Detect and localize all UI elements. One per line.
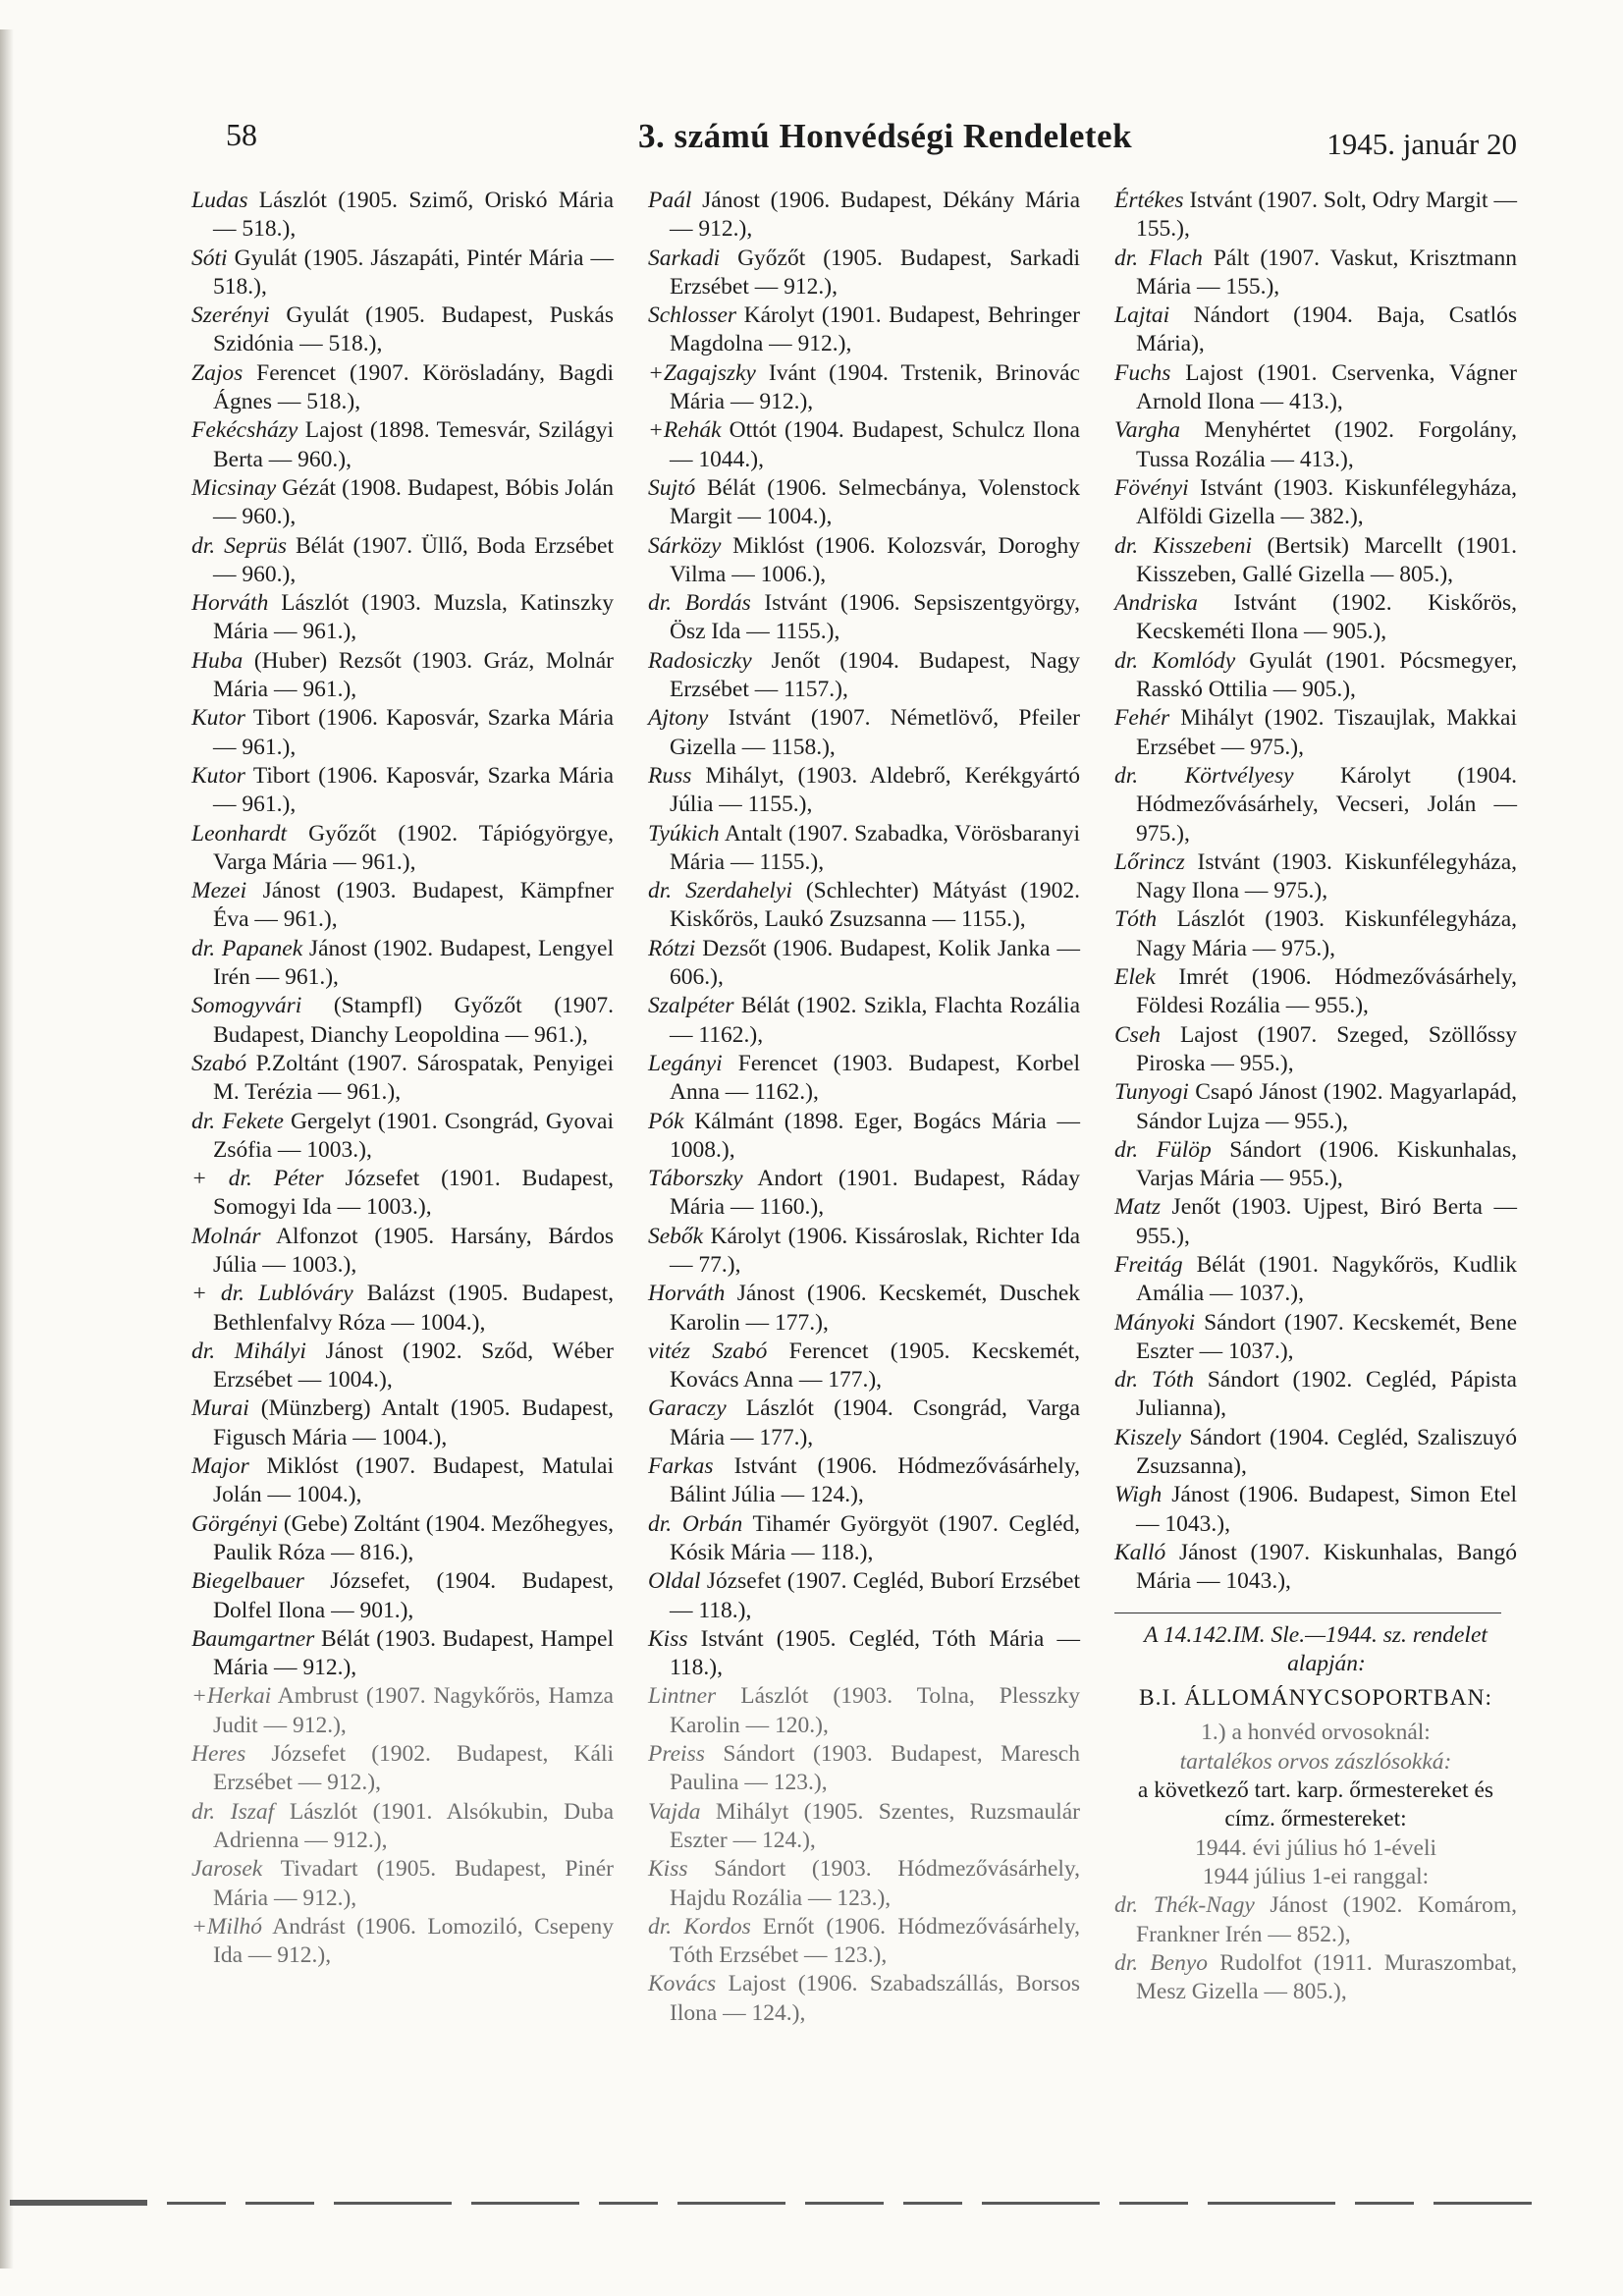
entry-details: Sándort (1903. Budapest, Maresch Paulina — 123.), [670,1741,1080,1796]
person-surname: Görgényi [191,1510,278,1537]
entry-details: Jánost (1906. Budapest, Dékány Mária — 912.), [670,188,1081,243]
person-surname: Jarosek [191,1856,263,1883]
person-surname: Radosiczky [648,647,752,674]
roster-entry [648,647,1080,705]
person-surname: Somogyvári [191,993,302,1019]
person-surname: Russ [648,762,692,789]
person-surname: Farkas [648,1453,714,1480]
roster-entry [191,1855,614,1913]
person-surname: dr. Körtvélyesy [1114,762,1294,789]
entry-details: Bélát (1903. Budapest, Hampel Mária — 912.), [213,1625,614,1681]
person-surname: Sujtó [648,474,696,501]
roster-entry [191,1280,614,1338]
person-surname: Lőrincz [1114,848,1185,875]
entry-details: Győzőt (1905. Budapest, Sarkadi Erzsébet — 912.), [670,245,1080,300]
roster-entry [648,474,1080,532]
roster-entry [648,1682,1080,1740]
group-heading: B.I. ÁLLOMÁNYCSOPORTBAN: [1138,1685,1493,1712]
person-surname: Mányoki [1114,1309,1196,1336]
person-surname: Kutor [191,762,245,789]
roster-entry [191,359,614,417]
roster-entry [1114,245,1517,302]
person-surname: dr. Thék-Nagy [1114,1892,1255,1919]
column-3 [1114,187,1517,2006]
entry-details: Miklóst (1907. Budapest, Matulai Jolán — 1004.), [213,1453,614,1508]
roster-entry [191,1682,614,1740]
person-surname: Sarkadi [648,245,721,271]
person-surname: Leonhardt [191,820,288,847]
roster-entry [648,1280,1080,1338]
entry-details: Józsefet (1907. Cegléd, Buborí Erzsébet — 118.), [670,1568,1080,1623]
roster-entry [1114,1021,1517,1079]
roster-entry [648,935,1080,993]
roster-entry [648,704,1080,762]
person-surname: Kovács [648,1971,717,1997]
column-3-tail-entries [1114,1891,1517,2006]
person-surname: Zajos [191,359,243,386]
roster-entry [648,1740,1080,1798]
person-surname: Tóth [1114,906,1158,933]
category-line: 1.) a honvéd orvosoknál: [1201,1720,1431,1746]
roster-entry [1114,1366,1517,1424]
roster-entry [648,1452,1080,1510]
entry-details: Lajost (1906. Szabadszállás, Borsos Ilona — 124.), [670,1971,1081,2026]
entry-details: Sándort (1903. Hódmezővásárhely, Hajdu Rozália — 123.), [670,1856,1081,1911]
entry-details: Lászlót (1901. Alsókubin, Duba Adrienna — 912.), [213,1798,615,1853]
person-surname: dr. Papanek [191,935,303,961]
roster-entry [648,187,1080,245]
entry-details: Ferencet (1905. Kecskemét, Kovács Anna — 177.), [670,1338,1080,1394]
page-number: 58 [226,117,257,152]
person-surname: Sárközy [648,532,722,559]
roster-entry [191,1223,614,1281]
roster-entry [648,1510,1080,1568]
person-surname: Szerényi [191,302,270,329]
roster-entry [1114,963,1517,1021]
person-surname: Paál [648,188,692,213]
entry-details: Ernőt (1906. Hódmezővásárhely, Tóth Erzsébet — 123.), [670,1913,1080,1969]
entry-details: Jenőt (1904. Budapest, Nagy Erzsébet — 1157.), [670,647,1080,703]
entry-details: (Huber) Rezsőt (1903. Gráz, Molnár Mária — 961.), [213,647,614,703]
person-surname: Garaczy [648,1395,727,1422]
person-surname: dr. Szerdahelyi [648,878,792,904]
roster-entry [1114,589,1517,647]
entry-details: Alfonzot (1905. Harsány, Bárdos Júlia — 1003.), [213,1223,614,1278]
publication-title: 3. számú Honvédségi Rendeletek [638,117,1133,155]
rank-date-line: 1944 július 1-ei ranggal: [1202,1863,1430,1889]
person-surname: Fekécsházy [191,417,298,444]
person-surname: Táborszky [648,1166,743,1192]
page-edge-shadow [0,29,14,2269]
entry-details: Józsefet (1902. Budapest, Káli Erzsébet — 912.), [213,1741,614,1796]
entry-details: Istvánt (1905. Cegléd, Tóth Mária — 118.), [670,1625,1081,1681]
roster-entry [648,1798,1080,1856]
roster-entry [1114,1539,1517,1597]
roster-entry [648,1970,1080,2028]
person-surname: dr. Benyo [1114,1949,1209,1976]
entry-details: Bélát (1906. Selmecbánya, Volenstock Margit — 1004.), [670,474,1081,530]
roster-entry [648,1855,1080,1913]
eligibility-line: a következő tart. karp. őrmestereket és címz. őrmestereket: [1137,1777,1494,1832]
entry-details: Imrét (1906. Hódmezővásárhely, Földesi Rozália — 955.), [1136,964,1518,1019]
entry-details: Istvánt (1902. Kiskőrös, Kecskeméti Ilona — 905.), [1136,590,1517,645]
entry-details: Gyulát (1901. Pócsmegyer, Rasskó Ottilia — 905.), [1136,647,1517,703]
roster-entry [1114,647,1517,705]
roster-entry [1114,1078,1517,1136]
roster-entry [191,1567,614,1625]
person-surname: dr. Iszaf [191,1798,275,1825]
person-surname: Horváth [191,590,269,617]
person-surname: Freitág [1114,1251,1183,1278]
roster-entry [191,762,614,820]
entry-details: Lászlót (1903. Tolna, Plesszky Karolin — 120.), [670,1683,1081,1738]
roster-entry [191,1452,614,1510]
entry-details: Balázst (1905. Budapest, Bethlenfalvy Róza — 1004.), [213,1281,614,1336]
entry-details: Andort (1901. Budapest, Ráday Mária — 1160.), [670,1166,1080,1221]
entry-details: Menyhértet (1902. Forgolány, Tussa Rozália — 413.), [1136,417,1517,472]
roster-entry [648,359,1080,417]
entry-details: Andrást (1906. Lomoziló, Csepeny Ida — 912.), [213,1913,614,1969]
rank-line: tartalékos orvos zászlósokká: [1179,1748,1452,1775]
person-surname: Preiss [648,1741,705,1768]
entry-details: Istvánt (1907. Németlövő, Pfeiler Gizella — 1158.), [670,705,1080,760]
roster-entry [648,589,1080,647]
entry-details: Antalt (1907. Szabadka, Vörösbaranyi Mária — 1155.), [670,820,1080,875]
person-surname: Kalló [1114,1539,1166,1565]
person-surname: vitéz Szabó [648,1338,768,1364]
person-surname: Sóti [191,245,228,271]
person-surname: Schlosser [648,302,737,329]
entry-details: Sándort (1907. Kecskemét, Bene Eszter — 1037.), [1136,1309,1517,1364]
roster-entry [1114,359,1517,417]
entry-details: P.Zoltánt (1907. Sárospatak, Penyigei M. Terézia — 961.), [213,1050,615,1106]
entry-details: Kálmánt (1898. Eger, Bogács Mária — 1008.), [670,1108,1080,1163]
person-surname: dr. Kordos [648,1913,751,1940]
entry-details: Győzőt (1902. Tápiógyörgye, Varga Mária — 961.), [213,820,615,875]
roster-entry [191,1625,614,1683]
roster-entry [191,1394,614,1452]
person-surname: Murai [191,1395,249,1422]
person-surname: dr. Orbán [648,1510,743,1537]
person-surname: dr. Bordás [648,590,751,617]
entry-details: Jánost (1907. Kiskunhalas, Bangó Mária — 1043.), [1136,1539,1517,1595]
entry-details: Csapó Jánost (1902. Magyarlapád, Sándor Lujza — 955.), [1136,1079,1517,1134]
person-surname: Tunyogi [1114,1079,1189,1106]
entry-details: Józsefet, (1904. Budapest, Dolfel Ilona — 901.), [213,1568,614,1623]
roster-entry [1114,1891,1517,1949]
person-surname: Kutor [191,705,245,732]
person-surname: Rótzi [648,935,696,961]
person-surname: Szabó [191,1050,247,1076]
person-surname: Matz [1114,1194,1161,1221]
person-surname: Kiszely [1114,1424,1181,1450]
entry-details: Rudolfot (1911. Muraszombat, Mesz Gizella — 805.), [1136,1949,1517,2005]
entry-details: (Münzberg) Antalt (1905. Budapest, Figusch Mária — 1004.), [213,1395,615,1450]
roster-entry [648,416,1080,474]
roster-entry [191,1165,614,1223]
roster-entry [191,187,614,245]
person-surname: dr. Flach [1114,245,1203,271]
entry-details: Ottót (1904. Budapest, Schulcz Ilona — 1044.), [670,417,1080,472]
roster-entry [1114,762,1517,848]
entry-details: Lászlót (1903. Muzsla, Katinszky Mária — 961.), [213,590,615,645]
entry-details: Bélát (1901. Nagykőrös, Kudlik Amália — 1037.), [1136,1251,1517,1307]
roster-entry [191,1108,614,1166]
roster-entry [191,647,614,705]
entry-details: Ivánt (1904. Trstenik, Brinovác Mária — 912.), [670,359,1080,415]
roster-entry [191,532,614,590]
roster-entry [1114,1309,1517,1367]
person-surname: Wigh [1114,1482,1163,1508]
entry-details: Jánost (1906. Kecskemét, Duschek Karolin — 177.), [670,1281,1081,1336]
issue-date: 1945. január 20 [1326,127,1517,161]
person-surname: dr. Seprüs [191,532,288,559]
roster-entry [191,1913,614,1971]
roster-entry [648,245,1080,302]
person-surname: + dr. Lublóváry [191,1281,353,1307]
person-surname: dr. Fülöp [1114,1136,1212,1163]
roster-entry [191,1740,614,1798]
person-surname: Heres [191,1741,246,1768]
entry-details: Sándort (1902. Cegléd, Pápista Julianna), [1136,1367,1517,1422]
roster-entry [648,877,1080,935]
roster-entry [648,1567,1080,1625]
person-surname: Lajtai [1114,302,1170,329]
roster-entry [1114,1481,1517,1539]
entry-details: Jánost (1906. Budapest, Simon Etel — 1043.), [1136,1482,1517,1537]
roster-entry [191,301,614,359]
entry-details: (Bertsik) Marcellt (1901. Kisszeben, Gallé Gizella — 805.), [1136,532,1517,587]
roster-entry [1114,848,1517,906]
roster-entry [648,992,1080,1050]
roster-entry [1114,532,1517,590]
entry-details: Jánost (1903. Budapest, Kämpfner Éva — 961.), [213,878,614,933]
roster-entry [1114,474,1517,532]
column-1 [191,187,614,1970]
entry-details: (Stampfl) Győzőt (1907. Budapest, Dianchy Leopoldina — 961.), [213,993,614,1048]
roster-entry [1114,1136,1517,1194]
roster-entry [648,1223,1080,1281]
entry-details: Tihamér Györgyöt (1907. Cegléd, Kósik Mária — 118.), [670,1510,1080,1565]
roster-entry [648,762,1080,820]
roster-entry [191,992,614,1050]
roster-entry [648,532,1080,590]
entry-details: Bélát (1907. Üllő, Boda Erzsébet — 960.), [213,532,615,587]
entry-details: Lászlót (1905. Szimő, Oriskó Mária — 518.), [213,188,614,243]
person-surname: Kiss [648,1625,688,1652]
entry-details: Józsefet (1901. Budapest, Somogyi Ida — 1003.), [213,1166,614,1221]
roster-entry [1114,301,1517,359]
roster-entry [191,704,614,762]
entry-details: Gergelyt (1901. Csongrád, Gyovai Zsófia — 1003.), [213,1108,614,1163]
roster-entry [191,820,614,878]
entry-details: Nándort (1904. Baja, Csatlós Mária), [1136,302,1517,357]
entry-details: Gyulát (1905. Budapest, Puskás Szidónia — 518.), [213,302,614,357]
entry-details: Károlyt (1906. Kissároslak, Richter Ida — 77.), [670,1223,1081,1278]
entry-details: (Gebe) Zoltánt (1904. Mezőhegyes, Paulik Róza — 816.), [213,1510,614,1565]
entry-details: Lajost (1907. Szeged, Szöllőssy Piroska — 955.), [1136,1021,1518,1076]
roster-entry [191,1798,614,1856]
person-surname: Tyúkich [648,820,720,847]
roster-entry [648,1165,1080,1223]
page-header [206,113,1517,172]
entry-details: Tibort (1906. Kaposvár, Szarka Mária — 961.), [213,762,615,818]
person-surname: Ludas [191,188,248,213]
entry-details: Miklóst (1906. Kolozsvár, Doroghy Vilma — 1006.), [670,532,1080,587]
roster-entry [648,1108,1080,1166]
entry-details: Mihályt, (1903. Aldebrő, Kerékgyártó Júlia — 1155.), [670,762,1081,818]
roster-entry [1114,905,1517,963]
roster-entry [1114,704,1517,762]
entry-details: Istvánt (1907. Solt, Odry Margit — 155.), [1136,188,1517,243]
roster-entry [1114,1193,1517,1251]
roster-entry [648,1625,1080,1683]
person-surname: Vajda [648,1798,701,1825]
person-surname: Molnár [191,1223,261,1249]
roster-entry [191,245,614,302]
decree-reference: A 14.142.IM. Sle.—1944. sz. rendelet alapján: [1144,1621,1488,1676]
roster-entry [648,1394,1080,1452]
person-surname: Baumgartner [191,1625,315,1652]
roster-entry [191,935,614,993]
entry-details: Gyulát (1905. Jászapáti, Pintér Mária — 518.), [213,245,614,300]
person-surname: Vargha [1114,417,1181,444]
entry-details: Jánost (1902. Sződ, Wéber Erzsébet — 1004.), [213,1338,614,1394]
person-surname: +Milhó [191,1913,262,1940]
person-surname: Fuchs [1114,359,1171,386]
entry-details: Jenőt (1903. Ujpest, Biró Berta — 955.), [1136,1194,1517,1249]
person-surname: +Rehák [648,417,722,444]
person-surname: Major [191,1453,249,1480]
person-surname: dr. Komlódy [1114,647,1236,674]
entry-details: Jánost (1902. Komárom, Frankner Irén — 852.), [1136,1892,1518,1947]
entry-details: Ferencet (1903. Budapest, Korbel Anna — 1162.), [670,1050,1081,1106]
roster-entry [1114,416,1517,474]
person-surname: Fehér [1114,705,1170,732]
roster-entry [1114,1251,1517,1309]
person-surname: Pók [648,1108,684,1134]
roster-entry [648,1913,1080,1971]
entry-details: Mihályt (1902. Tiszaujlak, Makkai Erzsébet — 975.), [1136,705,1518,760]
person-surname: +Herkai [191,1683,272,1710]
column-2 [648,187,1080,2028]
entry-details: Sándort (1904. Cegléd, Szaliszuyó Zsuzsanna), [1136,1424,1518,1480]
roster-entry [191,416,614,474]
person-surname: dr. Kisszebeni [1114,532,1253,559]
entry-details: Dezsőt (1906. Budapest, Kolik Janka — 606.), [670,935,1081,991]
person-surname: + dr. Péter [191,1166,324,1192]
entry-details: Istvánt (1906. Sepsiszentgyörgy, Ösz Ida — 1155.), [670,590,1080,645]
roster-entry [191,1510,614,1568]
entry-details: (Schlechter) Mátyást (1902. Kiskőrös, Laukó Zsuzsanna — 1155.), [670,878,1080,933]
person-surname: Cseh [1114,1021,1161,1048]
entry-details: Mihályt (1905. Szentes, Ruzsmaulár Eszter — 124.), [670,1798,1080,1853]
entry-details: Gézát (1908. Budapest, Bóbis Jolán — 960.), [213,474,615,530]
roster-entry [191,1338,614,1395]
entry-details: Istvánt (1903. Kiskunfélegyháza, Nagy Ilona — 975.), [1136,848,1518,904]
person-surname: Legányi [648,1050,723,1076]
person-surname: Andriska [1114,590,1198,617]
person-surname: Horváth [648,1281,726,1307]
effective-date-line: 1944. évi július hó 1-éveli [1194,1834,1437,1861]
entry-details: Sándort (1906. Kiskunhalas, Varjas Mária — 955.), [1136,1136,1517,1192]
entry-details: Tivadart (1905. Budapest, Pinér Mária — 912.), [213,1856,614,1911]
person-surname: Kiss [648,1856,688,1883]
roster-entry [191,589,614,647]
entry-details: Lajost (1901. Cservenka, Vágner Arnold Ilona — 413.), [1136,359,1518,415]
entry-details: Ferencet (1907. Körösladány, Bagdi Ágnes — 518.), [213,359,615,415]
entry-details: Istvánt (1903. Kiskunfélegyháza, Alföldi Gizella — 382.), [1136,474,1517,530]
person-surname: Huba [191,647,243,674]
person-surname: Ajtony [648,705,709,732]
person-surname: dr. Mihályi [191,1338,306,1364]
person-surname: Oldal [648,1568,701,1595]
roster-entry [191,877,614,935]
roster-entry [648,301,1080,359]
entry-details: Ambrust (1907. Nagykőrös, Hamza Judit — 912.), [213,1683,614,1738]
person-surname: Micsinay [191,474,277,501]
person-surname: Lintner [648,1683,717,1710]
person-surname: Sebők [648,1223,704,1249]
person-surname: +Zagajszky [648,359,756,386]
roster-entry [1114,187,1517,245]
entry-details: Károlyt (1904. Hódmezővásárhely, Vecseri, Jolán — 975.), [1136,762,1517,847]
person-surname: Elek [1114,964,1156,991]
entry-details: Pált (1907. Vaskut, Krisztmann Mária — 155.), [1136,245,1517,300]
person-surname: Mezei [191,878,247,904]
person-surname: Fövényi [1114,474,1189,501]
person-surname: Értékes [1114,188,1184,213]
entry-details: Lajost (1898. Temesvár, Szilágyi Berta — 960.), [213,417,614,472]
bottom-border-rule [10,2198,1542,2212]
person-surname: Biegelbauer [191,1568,304,1595]
entry-details: Bélát (1902. Szikla, Flachta Rozália — 1162.), [670,993,1081,1048]
roster-entry [1114,1949,1517,2007]
column-3-entries [1114,187,1517,1597]
person-surname: dr. Fekete [191,1108,284,1134]
person-surname: dr. Tóth [1114,1367,1194,1394]
roster-entry [191,474,614,532]
roster-entry [191,1050,614,1108]
entry-details: Jánost (1902. Budapest, Lengyel Irén — 961.), [213,935,614,991]
entry-details: Károlyt (1901. Budapest, Behringer Magdolna — 912.), [670,302,1080,357]
entry-details: Lászlót (1903. Kiskunfélegyháza, Nagy Mária — 975.), [1136,906,1517,961]
roster-entry [648,820,1080,878]
entry-details: Tibort (1906. Kaposvár, Szarka Mária — 961.), [213,705,615,760]
entry-details: Istvánt (1906. Hódmezővásárhely, Bálint Júlia — 124.), [670,1453,1080,1508]
entry-details: Lászlót (1904. Csongrád, Varga Mária — 177.), [670,1395,1081,1450]
roster-entry [648,1338,1080,1395]
roster-entry [1114,1424,1517,1482]
person-surname: Szalpéter [648,993,734,1019]
roster-entry [648,1050,1080,1108]
